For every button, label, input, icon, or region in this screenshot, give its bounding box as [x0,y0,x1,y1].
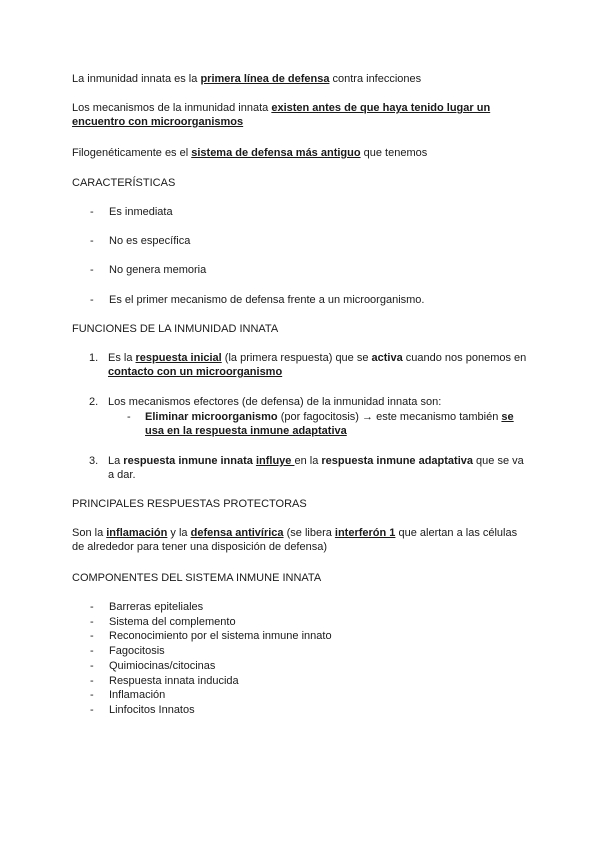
emphasis-text: respuesta inmune adaptativa [321,455,473,467]
emphasis-text: activa [371,352,403,364]
emphasis-text: respuesta inicial [135,352,222,364]
emphasis-text: respuesta inmune innata [123,455,253,467]
emphasis-text: se usa en la respuesta inmune adaptativa [145,411,514,437]
emphasis-text: influye [255,455,295,467]
responses-paragraph: Son la inflamación y la defensa antivírica (se libera interferón 1 que alertan a las células de alrededor para tener una disposición de defensa) [72,527,518,553]
emphasis-text: primera línea de defensa [200,73,330,85]
emphasis-text: sistema de defensa más antiguo [191,147,361,159]
document-page: La inmunidad innata es la primera línea de defensa contra infecciones Los mecanismos de la inmunidad innata existen antes de que haya tenido lugar un encuentro con microorganismos Filogenéticamente es el sistema de defensa más antiguo que tenemos CARACTERÍSTICAS - Es inmediata - No es específica - No genera memoria - Es el primer mecanismo de defensa frente a un microorganismo. FUNCIONES DE LA INMUNIDAD INNATA 1. Es la respuesta inicial (la primera respuesta) que se activa cuando nos ponemos en contacto con un microorganismo 2. Los mecanismos efectores (de defensa) de la inmunidad innata son: - Eliminar microorganismo (por fagocitosis) → este mecanismo también se usa en la respuesta inmune adaptativa 3. La respuesta inmune innata influye en la respuesta inmune adaptativa que se va a dar. PRINCIPALES RESPUESTAS PROTECTORAS Son la inflamación y la defensa antivírica (se libera interferón 1 que alertan a las células de alrededor para tener una disposición de defensa) COMPONENTES DEL SISTEMA INMUNE INNATA - Barreras epiteliales - Sistema del complemento - Reconocimiento por el sistema inmune innato - Fagocitosis - Quimiocinas/citocinas - Respuesta innata inducida - Inflamación - Linfocitos Innatos [72,73,527,716]
emphasis-text: contacto con un microorganismo [108,366,283,378]
emphasis-text: Eliminar microorganismo [145,411,278,423]
section-heading-respuestas: PRINCIPALES RESPUESTAS PROTECTORAS [72,498,307,510]
emphasis-text: existen antes de que haya tenido lugar un encuentro con microorganismos [72,102,491,128]
phylogeny-paragraph: Filogenéticamente es el sistema de defensa más antiguo que tenemos [72,147,428,159]
mechanisms-paragraph: Los mecanismos de la inmunidad innata existen antes de que haya tenido lugar un encuentro con microorganismos [72,102,491,128]
section-heading-componentes: COMPONENTES DEL SISTEMA INMUNE INNATA [72,572,322,584]
section-heading-caracteristicas: CARACTERÍSTICAS [72,177,176,189]
emphasis-text: inflamación [106,527,168,539]
section-heading-funciones: FUNCIONES DE LA INMUNIDAD INNATA [72,323,279,335]
emphasis-text: defensa antivírica [190,527,284,539]
intro-paragraph: La inmunidad innata es la primera línea de defensa contra infecciones [72,73,422,85]
emphasis-text: interferón 1 [334,527,396,539]
